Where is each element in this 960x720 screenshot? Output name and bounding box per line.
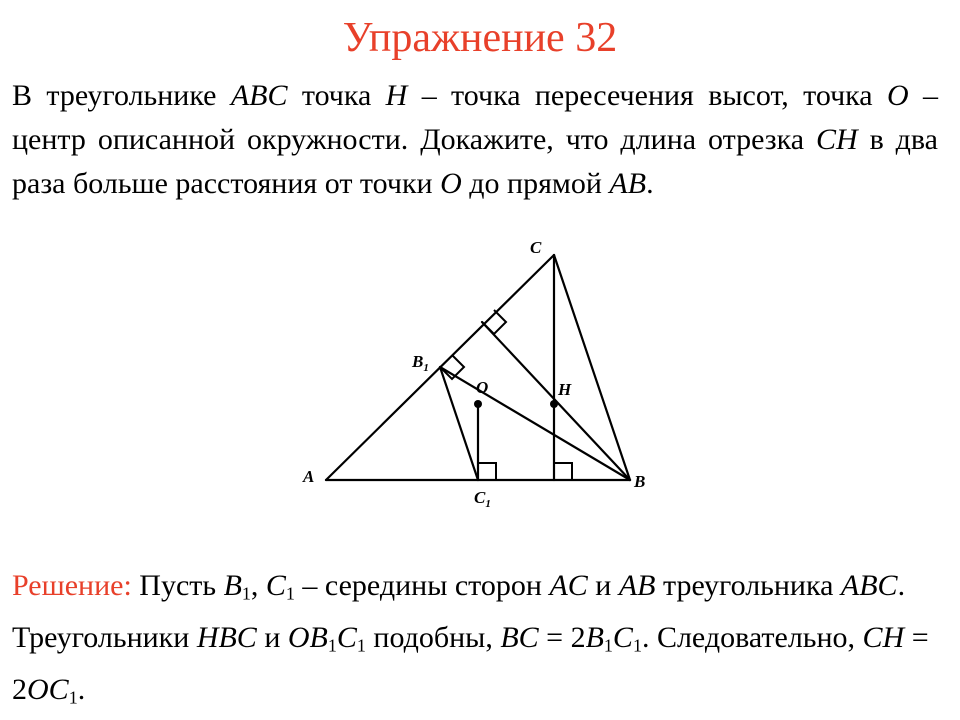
segment-b1c1 <box>440 367 478 480</box>
side-bc <box>554 255 630 480</box>
right-angle-b1 <box>440 355 464 379</box>
point-o <box>474 400 482 408</box>
label-c: C <box>530 238 542 257</box>
label-h: H <box>558 380 572 399</box>
page-title: Упражнение 32 <box>342 15 618 61</box>
segment-b1b <box>440 367 630 480</box>
label-c1: $C_1$ <box>474 488 491 510</box>
right-angle-ac <box>482 310 506 334</box>
label-a: A <box>303 467 315 486</box>
right-angle-h-foot <box>554 463 572 480</box>
problem-statement: В треугольнике ABC точка H – точка пересечения высот, точка O – центр описанной окружности. Докажите, что длина отрезка CH в два раза больше расстояния от точки O до прямой AB. <box>12 79 939 200</box>
label-b1: $B_1$ <box>412 352 429 374</box>
solution-text: Решение: Пусть $B_1$, $C_1$ – середины сторон AC и AB треугольника ABC. Треугольники HBC и $OB_1C_1$ подобны, BC = $2B_1C_1$. Следовательно, CH = $2OC_1$. <box>12 569 929 708</box>
point-h <box>550 400 558 408</box>
label-o: O <box>476 378 489 397</box>
altitude-b <box>482 322 630 480</box>
side-ac <box>326 255 554 480</box>
label-b: B <box>634 472 646 491</box>
right-angle-c1 <box>478 463 496 480</box>
